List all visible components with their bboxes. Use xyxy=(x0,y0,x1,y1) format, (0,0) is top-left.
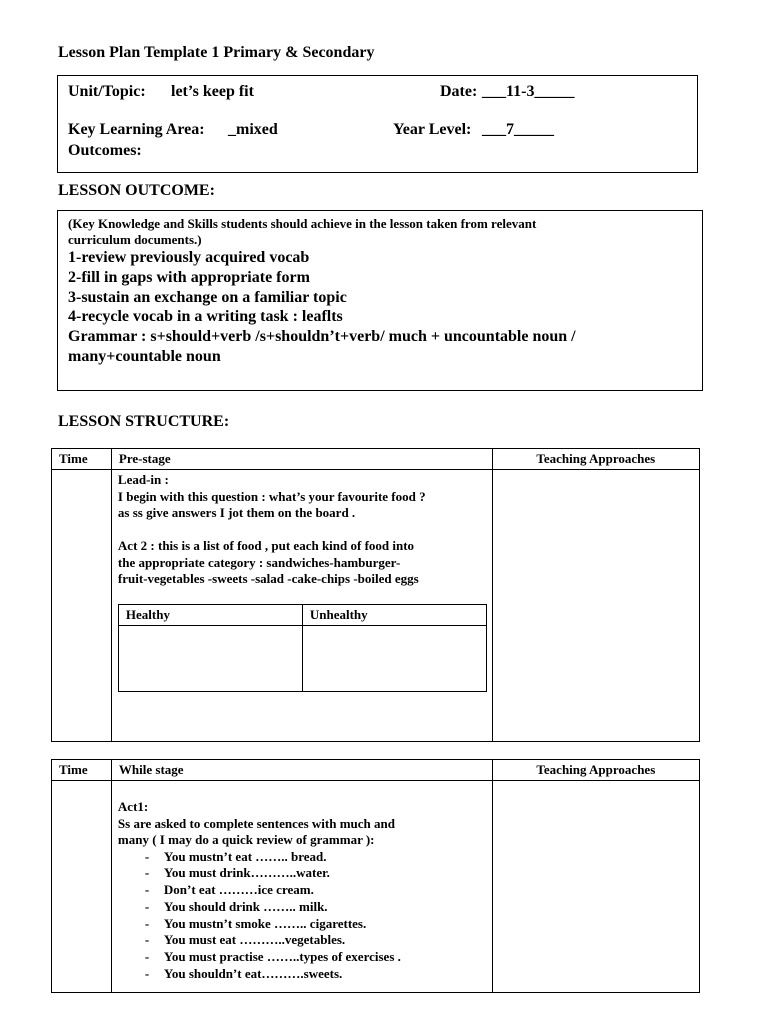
sentence-text: You shouldn’t eat……….sweets. xyxy=(163,966,343,982)
act1-title: Act1: xyxy=(117,799,149,814)
healthy-header: Healthy xyxy=(125,607,170,622)
dash-marker: - xyxy=(144,865,150,881)
sentence-text: You mustn’t eat …….. bread. xyxy=(163,848,327,864)
sentence-item xyxy=(118,865,486,882)
sentence-text: You mustn’t smoke …….. cigarettes. xyxy=(163,915,367,931)
sentence-item xyxy=(118,949,486,966)
dash-marker: - xyxy=(144,882,150,898)
sentence-item xyxy=(118,916,486,933)
time-header: Time xyxy=(59,451,88,466)
year-level-label: Year Level: xyxy=(393,121,472,138)
year-level-value: ___7_____ xyxy=(482,121,554,138)
sentence-list xyxy=(118,849,486,983)
pre-stage-line: as ss give answers I jot them on the board . xyxy=(117,505,356,520)
healthy-cell[interactable] xyxy=(118,626,302,692)
pre-stage-table xyxy=(51,448,700,742)
while-stage-header: While stage xyxy=(118,762,184,777)
unhealthy-cell[interactable] xyxy=(302,626,486,692)
sentence-item xyxy=(118,882,486,899)
sentence-text: You should drink …….. milk. xyxy=(163,898,328,914)
pre-stage-header: Pre-stage xyxy=(118,451,171,466)
pre-stage-line xyxy=(118,522,486,539)
key-learning-area-label: Key Learning Area: xyxy=(68,121,205,138)
pre-stage-line: Lead-in : xyxy=(117,472,169,487)
key-learning-area-value: _mixed xyxy=(228,121,278,138)
while-intro-line-2: many ( I may do a quick review of grammar ): xyxy=(117,832,375,847)
outcome-item: Grammar : s+should+verb /s+shouldn’t+verb/ much + uncountable noun / xyxy=(68,328,576,346)
while-stage-approaches-cell xyxy=(492,781,699,993)
dash-marker: - xyxy=(144,848,150,864)
document-title: Lesson Plan Template 1 Primary & Secondary xyxy=(58,44,375,61)
sentence-text: Don’t eat ………ice cream. xyxy=(163,882,314,898)
while-stage-content-cell xyxy=(111,781,492,993)
teaching-approaches-header: Teaching Approaches xyxy=(536,451,656,466)
sentence-item xyxy=(118,966,486,983)
sentence-text: You must eat ………..vegetables. xyxy=(163,932,346,948)
lesson-outcome-box xyxy=(57,210,703,391)
unhealthy-header: Unhealthy xyxy=(309,607,368,622)
dash-marker: - xyxy=(144,966,150,982)
while-stage-time-cell xyxy=(52,781,112,993)
dash-marker: - xyxy=(144,915,150,931)
pre-stage-content-cell xyxy=(111,470,492,742)
outcome-note-line-1: (Key Knowledge and Skills students should achieve in the lesson taken from relevant xyxy=(68,216,537,231)
unit-topic-value: let’s keep fit xyxy=(171,83,254,100)
dash-marker: - xyxy=(144,898,150,914)
sentence-item xyxy=(118,899,486,916)
date-label: Date: xyxy=(440,83,478,100)
dash-marker: - xyxy=(144,932,150,948)
dash-marker: - xyxy=(144,949,150,965)
outcome-items xyxy=(68,248,702,367)
sentence-text: You must practise ……..types of exercises . xyxy=(163,949,401,965)
pre-stage-line: Act 2 : this is a list of food , put each kind of food into xyxy=(117,538,415,553)
date-value: ___11-3_____ xyxy=(482,83,575,100)
lesson-outcome-heading: LESSON OUTCOME: xyxy=(58,182,215,199)
outcome-item: 4-recycle vocab in a writing task : leaflts xyxy=(68,308,343,326)
teaching-approaches-header: Teaching Approaches xyxy=(536,762,656,777)
while-stage-table xyxy=(51,759,700,993)
sentence-item xyxy=(118,932,486,949)
outcome-item: 2-fill in gaps with appropriate form xyxy=(68,268,310,286)
pre-stage-approaches-cell xyxy=(492,470,699,742)
outcome-item: 1-review previously acquired vocab xyxy=(68,249,310,266)
pre-stage-line: fruit-vegetables -sweets -salad -cake-chips -boiled eggs xyxy=(117,571,419,586)
lesson-structure-heading: LESSON STRUCTURE: xyxy=(58,413,230,430)
time-header: Time xyxy=(59,762,88,777)
healthy-unhealthy-table xyxy=(118,604,487,692)
outcome-item: many+countable noun xyxy=(68,347,221,365)
header-info-box xyxy=(57,75,698,173)
sentence-text: You must drink………..water. xyxy=(163,865,330,881)
sentence-item xyxy=(118,849,486,866)
outcome-item: 3-sustain an exchange on a familiar topic xyxy=(68,288,347,306)
pre-stage-line: I begin with this question : what’s your favourite food ? xyxy=(117,488,426,504)
outcome-note-line-2: curriculum documents.) xyxy=(68,232,202,247)
outcomes-label: Outcomes: xyxy=(68,142,142,159)
pre-stage-time-cell xyxy=(52,470,112,742)
while-intro-line-1: Ss are asked to complete sentences with much and xyxy=(117,815,395,831)
pre-stage-line: the appropriate category : sandwiches-hamburger- xyxy=(117,554,401,570)
unit-topic-label: Unit/Topic: xyxy=(68,83,146,100)
